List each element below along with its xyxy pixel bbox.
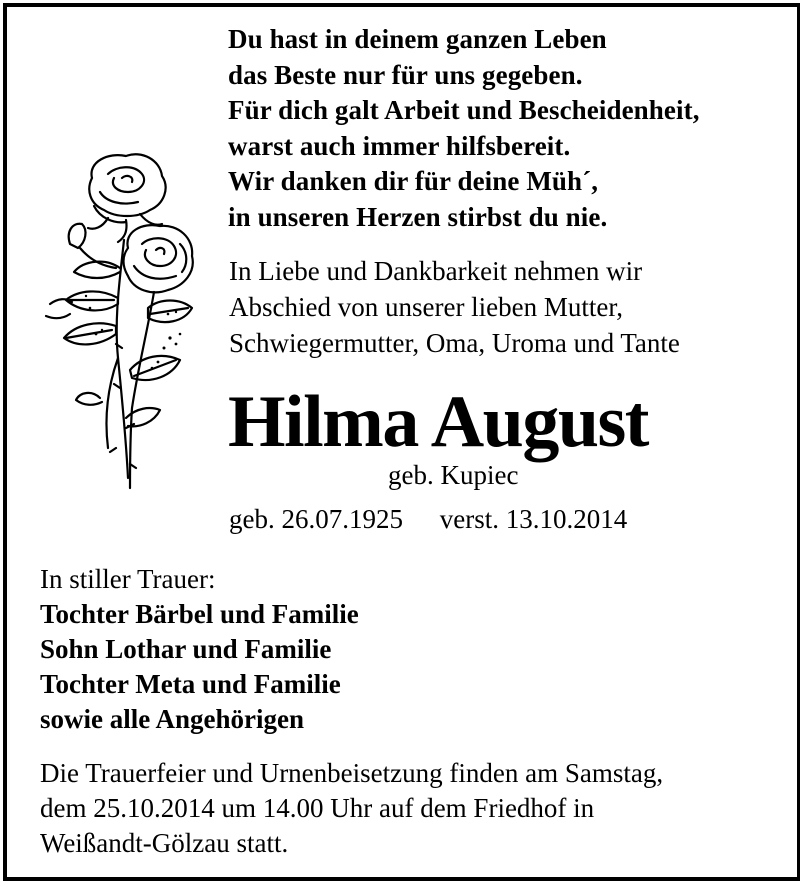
service-line: Weißandt-Gölzau statt. <box>40 828 289 858</box>
intro-line: Schwiegermutter, Oma, Uroma und Tante <box>229 328 680 358</box>
service-line: dem 25.10.2014 um 14.00 Uhr auf dem Friedhof in <box>40 793 595 823</box>
poem-line: das Beste nur für uns gegeben. <box>228 59 583 90</box>
mourner-entry: sowie alle Angehörigen <box>40 704 304 734</box>
funeral-service-info <box>40 756 663 861</box>
poem-line: Für dich galt Arbeit und Bescheidenheit, <box>228 95 700 125</box>
poem-line: in unseren Herzen stirbst du nie. <box>228 201 608 232</box>
mourners-list <box>40 562 359 737</box>
maiden-name: geb. Kupiec <box>388 460 519 490</box>
mourner-entry: Sohn Lothar und Familie <box>40 634 332 664</box>
service-line: Die Trauerfeier und Urnenbeisetzung finden am Samstag, <box>40 758 664 788</box>
life-dates <box>229 503 627 535</box>
mourner-entry: Tochter Meta und Familie <box>40 669 341 699</box>
mourners-heading: In stiller Trauer: <box>40 564 216 594</box>
intro-line: Abschied von unserer lieben Mutter, <box>229 292 624 322</box>
farewell-text <box>229 253 680 361</box>
deceased-name: Hilma August <box>228 381 648 463</box>
memorial-poem <box>228 22 700 235</box>
poem-line: Wir danken dir für deine Müh´, <box>228 166 599 196</box>
poem-line: Du hast in deinem ganzen Leben <box>228 24 607 54</box>
rose-icon <box>30 148 205 508</box>
mourner-entry: Tochter Bärbel und Familie <box>40 599 359 629</box>
poem-line: warst auch immer hilfsbereit. <box>228 130 571 161</box>
death-date: verst. 13.10.2014 <box>439 504 628 534</box>
birth-date: geb. 26.07.1925 <box>229 504 403 534</box>
intro-line: In Liebe und Dankbarkeit nehmen wir <box>229 256 643 286</box>
